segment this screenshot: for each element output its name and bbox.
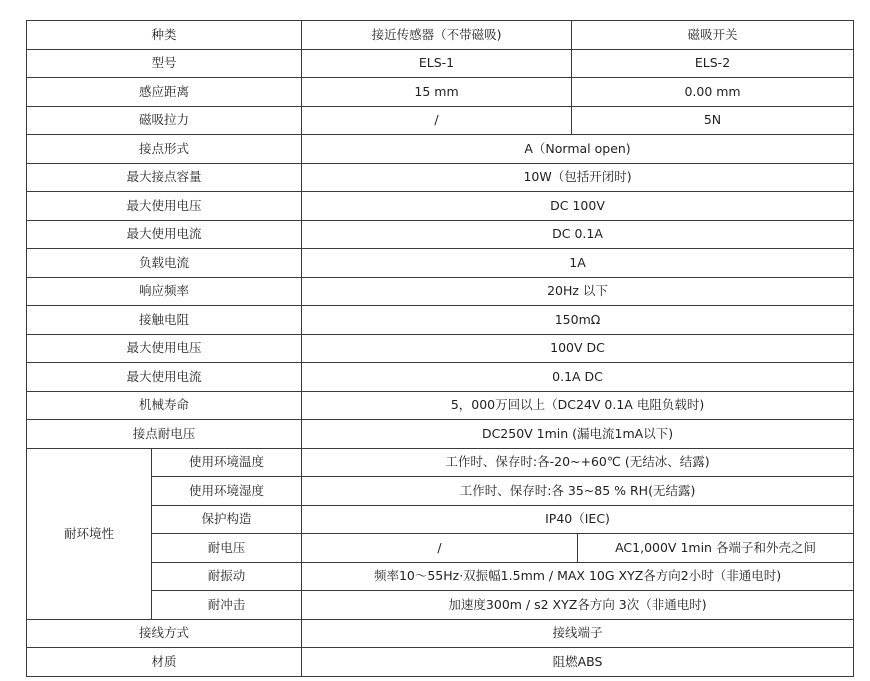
header-col2: 磁吸开关 bbox=[572, 21, 854, 50]
env-withstand-voltage-value-1: / bbox=[302, 534, 578, 563]
table-row-max-current-2 bbox=[27, 363, 854, 392]
env-humidity-value: 工作时、保存时:各 35~85 % RH(无结露) bbox=[302, 477, 854, 506]
table-row-env-temperature bbox=[27, 448, 854, 477]
material-value: 阻燃ABS bbox=[302, 648, 854, 677]
table-row-env-withstand-voltage bbox=[27, 534, 854, 563]
mechanical-life-value: 5，000万回以上（DC24V 0.1A 电阻负载时) bbox=[302, 391, 854, 420]
magnetic-force-value-1: / bbox=[302, 106, 572, 135]
row-label-env-withstand-voltage: 耐电压 bbox=[152, 534, 302, 563]
contact-withstand-voltage-value: DC250V 1min (漏电流1mA以下) bbox=[302, 420, 854, 449]
row-label-model: 型号 bbox=[27, 49, 302, 78]
table-row-max-contact-capacity bbox=[27, 163, 854, 192]
header-col1: 接近传感器（不带磁吸) bbox=[302, 21, 572, 50]
row-label-env-protection: 保护构造 bbox=[152, 505, 302, 534]
sensing-distance-value-2: 0.00 mm bbox=[572, 78, 854, 107]
table-row-wiring bbox=[27, 619, 854, 648]
table-row-env-humidity bbox=[27, 477, 854, 506]
table-row-env-vibration bbox=[27, 562, 854, 591]
table-row-contact-withstand-voltage bbox=[27, 420, 854, 449]
row-label-contact-resistance: 接触电阻 bbox=[27, 306, 302, 335]
max-contact-capacity-value: 10W（包括开闭时) bbox=[302, 163, 854, 192]
table-row-env-shock bbox=[27, 591, 854, 620]
row-label-env-humidity: 使用环境湿度 bbox=[152, 477, 302, 506]
spec-table-container bbox=[26, 20, 854, 677]
contact-form-value: A（Normal open) bbox=[302, 135, 854, 164]
load-current-value: 1A bbox=[302, 249, 854, 278]
env-withstand-voltage-value-2: AC1,000V 1min 各端子和外壳之间 bbox=[578, 534, 854, 563]
env-vibration-value: 频率10～55Hz·双振幅1.5mm / MAX 10G XYZ各方向2小时（非通电时) bbox=[302, 562, 854, 591]
table-row-max-voltage-2 bbox=[27, 334, 854, 363]
row-label-response-frequency: 响应频率 bbox=[27, 277, 302, 306]
env-temperature-value: 工作时、保存时:各-20~+60℃ (无结冰、结露) bbox=[302, 448, 854, 477]
row-label-env-temperature: 使用环境温度 bbox=[152, 448, 302, 477]
row-label-max-current-2: 最大使用电流 bbox=[27, 363, 302, 392]
table-row-env-protection bbox=[27, 505, 854, 534]
table-row-load-current bbox=[27, 249, 854, 278]
table-row-sensing-distance bbox=[27, 78, 854, 107]
env-protection-value: IP40（IEC) bbox=[302, 505, 854, 534]
table-row-material bbox=[27, 648, 854, 677]
model-value-2: ELS-2 bbox=[572, 49, 854, 78]
spec-table bbox=[26, 20, 854, 677]
contact-resistance-value: 150mΩ bbox=[302, 306, 854, 335]
table-row-model bbox=[27, 49, 854, 78]
max-voltage-2-value: 100V DC bbox=[302, 334, 854, 363]
env-shock-value: 加速度300m / s2 XYZ各方向 3次（非通电时) bbox=[302, 591, 854, 620]
table-row-max-current-1 bbox=[27, 220, 854, 249]
table-row-response-frequency bbox=[27, 277, 854, 306]
table-row-contact-form bbox=[27, 135, 854, 164]
row-label-magnetic-force: 磁吸拉力 bbox=[27, 106, 302, 135]
row-label-env-vibration: 耐振动 bbox=[152, 562, 302, 591]
row-label-max-contact-capacity: 最大接点容量 bbox=[27, 163, 302, 192]
row-label-max-voltage-1: 最大使用电压 bbox=[27, 192, 302, 221]
table-row-max-voltage-1 bbox=[27, 192, 854, 221]
row-label-load-current: 负载电流 bbox=[27, 249, 302, 278]
row-label-max-current-1: 最大使用电流 bbox=[27, 220, 302, 249]
table-row-contact-resistance bbox=[27, 306, 854, 335]
max-current-2-value: 0.1A DC bbox=[302, 363, 854, 392]
max-voltage-1-value: DC 100V bbox=[302, 192, 854, 221]
table-row-magnetic-force bbox=[27, 106, 854, 135]
model-value-1: ELS-1 bbox=[302, 49, 572, 78]
row-label-contact-withstand-voltage: 接点耐电压 bbox=[27, 420, 302, 449]
magnetic-force-value-2: 5N bbox=[572, 106, 854, 135]
row-label-wiring: 接线方式 bbox=[27, 619, 302, 648]
row-label-env-shock: 耐冲击 bbox=[152, 591, 302, 620]
header-category-label: 种类 bbox=[27, 21, 302, 50]
wiring-value: 接线端子 bbox=[302, 619, 854, 648]
row-label-material: 材质 bbox=[27, 648, 302, 677]
environment-group-label: 耐环境性 bbox=[27, 448, 152, 619]
table-row-header bbox=[27, 21, 854, 50]
table-row-mechanical-life bbox=[27, 391, 854, 420]
max-current-1-value: DC 0.1A bbox=[302, 220, 854, 249]
row-label-mechanical-life: 机械寿命 bbox=[27, 391, 302, 420]
row-label-max-voltage-2: 最大使用电压 bbox=[27, 334, 302, 363]
sensing-distance-value-1: 15 mm bbox=[302, 78, 572, 107]
response-frequency-value: 20Hz 以下 bbox=[302, 277, 854, 306]
row-label-contact-form: 接点形式 bbox=[27, 135, 302, 164]
row-label-sensing-distance: 感应距离 bbox=[27, 78, 302, 107]
